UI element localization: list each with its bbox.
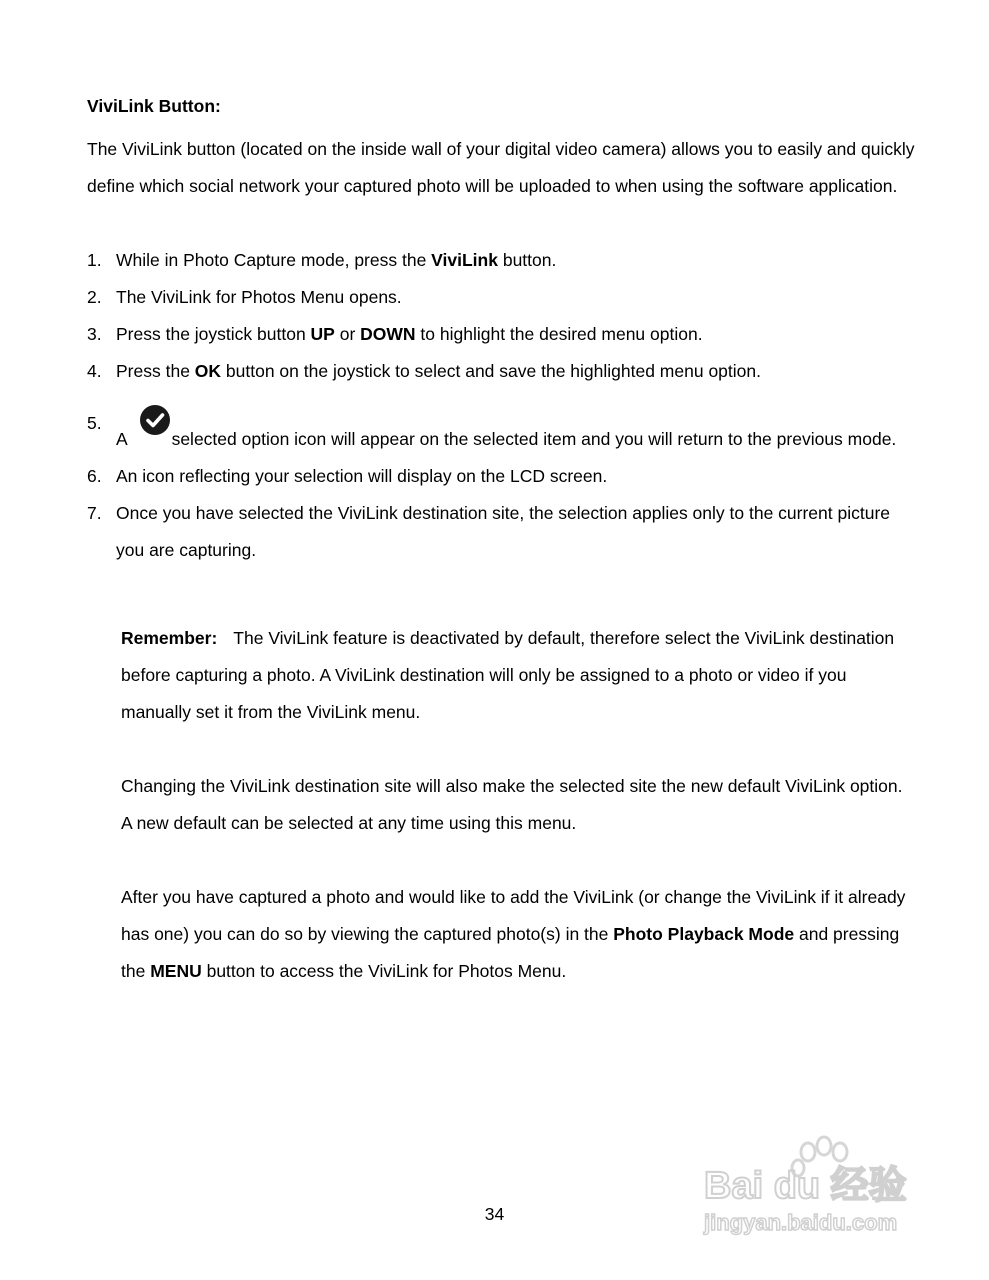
steps-list	[87, 242, 917, 569]
list-item	[87, 316, 917, 353]
list-item	[87, 279, 917, 316]
step-text: or	[334, 324, 361, 344]
intro-paragraph: The ViviLink button (located on the inside wall of your digital video camera) allows you to easily and quickly define which social network your captured photo will be uploaded to when using the software application.	[87, 139, 915, 196]
note-text: and pressing the	[121, 924, 900, 981]
step-number: 3.	[87, 324, 102, 344]
step-text: to highlight the desired menu option.	[415, 324, 703, 344]
step-bold: OK	[194, 361, 222, 381]
remember-note	[121, 620, 911, 731]
step-number: 1.	[87, 250, 102, 270]
note-bold: Photo Playback Mode	[613, 924, 795, 944]
changing-note: Changing the ViviLink destination site will also make the selected site the new default ViviLink option. A new default can be selected at any time using this menu.	[121, 776, 903, 833]
note-text: After you have captured a photo and would like to add the ViviLink (or change the ViviLink if it already has one) you can do so by viewing the captured photo(s) in the	[121, 887, 906, 944]
step-number: 4.	[87, 361, 102, 381]
remember-text: The ViviLink feature is deactivated by default, therefore select the ViviLink destination before capturing a photo. A ViviLink destination will only be assigned to a photo or video if you manually set it from the ViviLink menu.	[121, 628, 895, 722]
remember-label: Remember:	[121, 628, 218, 648]
step-text: An icon reflecting your selection will display on the LCD screen.	[116, 466, 608, 486]
after-capture-note	[121, 879, 911, 990]
note-bold: MENU	[150, 961, 202, 981]
step-number: 7.	[87, 503, 102, 523]
watermark-url: jingyan.baidu.com	[704, 1210, 898, 1235]
note-text: button to access the ViviLink for Photos Menu.	[201, 961, 567, 981]
list-item	[87, 495, 917, 569]
step-bold: DOWN	[360, 324, 416, 344]
list-item	[87, 390, 917, 458]
list-item	[87, 242, 917, 279]
checkmark-circle-icon	[140, 405, 170, 435]
step-text: Press the joystick button	[116, 324, 311, 344]
page-number: 34	[484, 1204, 505, 1224]
step-text: selected option icon will appear on the selected item and you will return to the previous mode.	[171, 429, 897, 449]
step-text: Press the	[116, 361, 195, 381]
step-text: button on the joystick to select and save the highlighted menu option.	[221, 361, 761, 381]
step-text: Once you have selected the ViviLink destination site, the selection applies only to the current picture you are capturing.	[116, 503, 891, 560]
step-text: The ViviLink for Photos Menu opens.	[116, 287, 402, 307]
list-item	[87, 458, 917, 495]
step-text: While in Photo Capture mode, press the	[116, 250, 432, 270]
baidu-watermark-logo	[700, 1130, 940, 1240]
step-bold: UP	[310, 324, 335, 344]
watermark-brand: Bai du 经验	[704, 1165, 907, 1207]
step-bold: ViviLink	[431, 250, 498, 270]
list-item	[87, 353, 917, 390]
step-number: 6.	[87, 466, 102, 486]
section-heading: ViviLink Button:	[87, 96, 221, 116]
step-number: 2.	[87, 287, 102, 307]
step-text: A	[116, 429, 132, 449]
step-number: 5.	[87, 413, 102, 433]
step-text: button.	[497, 250, 557, 270]
